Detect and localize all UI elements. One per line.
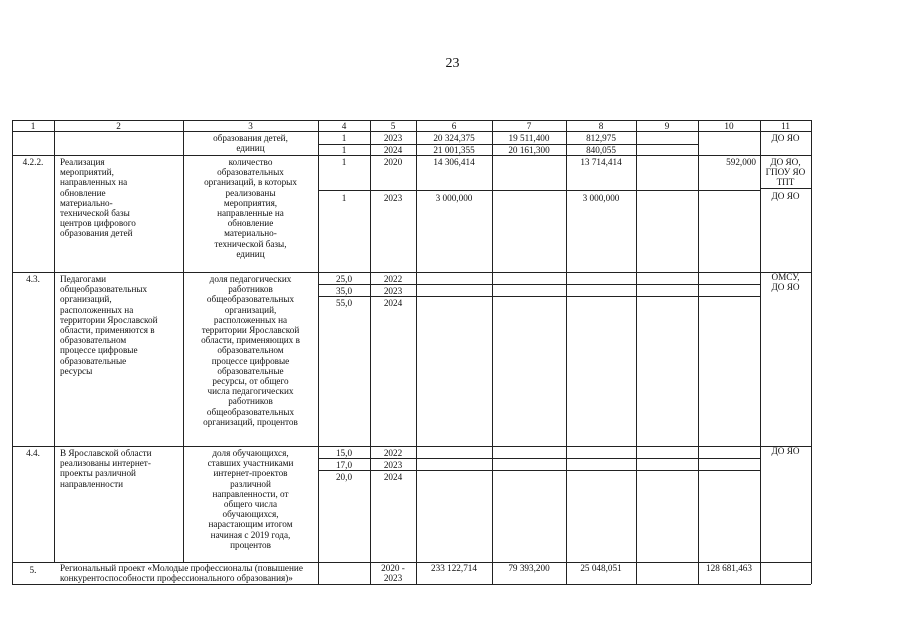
project-name: Региональный проект «Молодые профессионалы (повышение конкурентоспособности профессионального образования)» (60, 563, 303, 584)
year: 2024 (383, 472, 403, 482)
indicator-text: количество образовательных организаций, в которых реализованы мероприятия, направленные на обновление материально- технической базы, единиц (204, 157, 297, 259)
table-bottom-border (12, 584, 811, 585)
indicator-text: доля обучающихся, ставших участниками интернет-проектов различной направленности, от общего числа обучающихся, нарастающим итогом начиная с 2019 года, процентов (207, 448, 294, 550)
amount-other: 592,000 (726, 157, 756, 167)
sub-line (318, 190, 760, 191)
col-border (760, 120, 761, 584)
row-divider (12, 446, 811, 447)
col-header: 3 (248, 121, 253, 131)
activity-name: Реализация мероприятий, направленных на обновление материально- технической базы центров цифрового образования детей (60, 157, 136, 239)
page-number: 23 (445, 56, 460, 71)
activity-name: Педагогами общеобразовательных организаций, расположенных на территории Ярославской области, применяются в образовательном процессе цифровые образовательные ресурсы (60, 274, 158, 376)
indicator-value: 15,0 (335, 448, 353, 458)
col-border (12, 120, 13, 584)
col-border (636, 120, 637, 584)
year: 2024 (383, 145, 403, 155)
col-header: 9 (664, 121, 670, 131)
executor: ДО ЯО, ГПОУ ЯО ТПТ (765, 157, 806, 188)
indicator-value: 17,0 (335, 460, 353, 470)
col-border (566, 120, 567, 584)
year: 2022 (383, 448, 403, 458)
executor: ДО ЯО (771, 133, 800, 143)
sub-line (760, 188, 811, 189)
col-header: 10 (724, 121, 734, 131)
year: 2024 (383, 298, 403, 308)
amount-other: 128 681,463 (706, 563, 752, 573)
row-number: 4.3. (26, 274, 40, 284)
amount-federal: 79 393,200 (508, 563, 550, 573)
indicator-value: 20,0 (335, 472, 353, 482)
col-border (416, 120, 417, 584)
executor: ДО ЯО (771, 191, 800, 201)
indicator-value: 1 (341, 133, 347, 143)
indicator-value: 55,0 (335, 298, 353, 308)
col-header: 11 (781, 121, 790, 131)
col-header: 1 (30, 121, 36, 131)
col-header: 2 (116, 121, 121, 131)
indicator-text: доля педагогических работников общеобразовательных организаций, расположенных на территории Ярославской области, применяющих в образовательном процессе цифровые образовательные ресурсы, от общего числа педагогических работников общеобразовательных организаций, процентов (201, 274, 300, 427)
indicator-value: 1 (341, 193, 347, 203)
indicator-value: 35,0 (335, 286, 353, 296)
amount-regional: 3 000,000 (582, 193, 620, 203)
executor: ОМСУ, ДО ЯО (771, 272, 800, 293)
year: 2022 (383, 274, 403, 284)
amount-total: 3 000,000 (435, 193, 473, 203)
indicator-value: 1 (341, 157, 347, 167)
col-header: 8 (598, 121, 604, 131)
amount-total: 233 122,714 (431, 563, 477, 573)
indicator-value: 25,0 (335, 274, 353, 284)
amount-regional: 13 714,414 (580, 157, 622, 167)
amount-regional: 25 048,051 (580, 563, 622, 573)
col-border (54, 120, 55, 562)
row-number: 4.2.2. (22, 157, 44, 167)
amount-total: 14 306,414 (433, 157, 475, 167)
year: 2023 (383, 286, 403, 296)
amount-regional: 840,055 (586, 145, 616, 155)
col-border (698, 120, 699, 584)
col-border (370, 120, 371, 584)
col-border (318, 120, 319, 584)
year-range: 2020 - 2023 (381, 563, 405, 584)
activity-name: В Ярославской области реализованы интернет- проекты различной направленности (60, 448, 152, 489)
year: 2023 (383, 133, 403, 143)
col-header: 6 (451, 121, 457, 131)
row-divider (12, 272, 811, 273)
indicator-text: образования детей, единиц (213, 133, 288, 154)
col-header: 7 (526, 121, 532, 131)
year: 2023 (383, 193, 403, 203)
year: 2020 (383, 157, 403, 167)
row-number: 5. (29, 565, 37, 575)
row-number: 4.4. (26, 448, 40, 458)
amount-federal: 19 511,400 (508, 133, 550, 143)
executor: ДО ЯО (771, 446, 800, 456)
amount-total: 20 324,375 (433, 133, 475, 143)
amount-federal: 20 161,300 (508, 145, 550, 155)
col-border (492, 120, 493, 584)
indicator-value: 1 (341, 145, 347, 155)
col-border (811, 120, 812, 584)
year: 2023 (383, 460, 403, 470)
col-header: 4 (341, 121, 347, 131)
amount-total: 21 001,355 (433, 145, 475, 155)
amount-regional: 812,975 (586, 133, 616, 143)
col-header: 5 (390, 121, 396, 131)
